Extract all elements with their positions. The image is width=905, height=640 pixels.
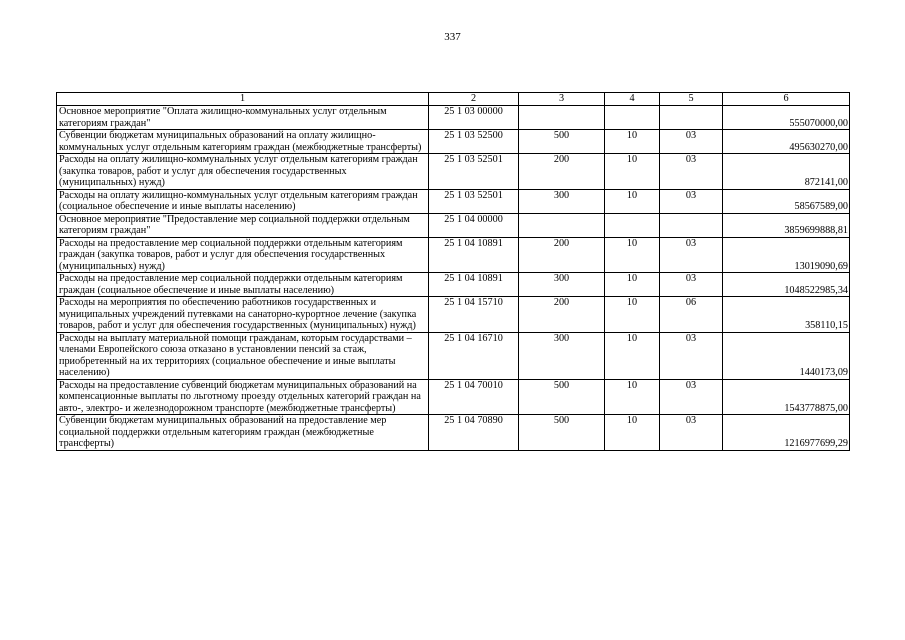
row-code-cell: 25 1 04 00000	[429, 213, 519, 237]
row-amount-cell: 555070000,00	[723, 106, 850, 130]
row-amount-cell: 1048522985,34	[723, 273, 850, 297]
row-name-cell: Субвенции бюджетам муниципальных образований на оплату жилищно-коммунальных услуг отдельным категориям граждан (межбюджетные трансферты)	[57, 130, 429, 154]
row-code-cell: 25 1 03 52500	[429, 130, 519, 154]
row-section-cell: 10	[605, 273, 660, 297]
header-cell-3: 3	[519, 93, 605, 106]
row-amount-cell: 13019090,69	[723, 237, 850, 273]
row-subsection-cell: 03	[660, 379, 723, 415]
row-name-cell: Расходы на предоставление субвенций бюджетам муниципальных образований на компенсационные выплаты по льготному проезду отдельных категорий граждан на авто-, электро- и железнодорожном транспорте (межбюджетные трансферты)	[57, 379, 429, 415]
row-section-cell: 10	[605, 297, 660, 333]
row-section-cell: 10	[605, 154, 660, 190]
row-expense-type-cell: 300	[519, 332, 605, 379]
row-code-cell: 25 1 03 52501	[429, 154, 519, 190]
header-cell-6: 6	[723, 93, 850, 106]
row-subsection-cell: 03	[660, 237, 723, 273]
table-row	[57, 130, 850, 154]
row-expense-type-cell: 200	[519, 297, 605, 333]
header-cell-2: 2	[429, 93, 519, 106]
row-expense-type-cell: 200	[519, 154, 605, 190]
row-amount-cell: 495630270,00	[723, 130, 850, 154]
row-section-cell: 10	[605, 189, 660, 213]
table-row	[57, 189, 850, 213]
header-cell-4: 4	[605, 93, 660, 106]
row-name-cell: Основное мероприятие "Предоставление мер социальной поддержки отдельным категориям граждан"	[57, 213, 429, 237]
row-section-cell: 10	[605, 237, 660, 273]
row-section-cell	[605, 213, 660, 237]
row-code-cell: 25 1 03 00000	[429, 106, 519, 130]
row-expense-type-cell: 500	[519, 415, 605, 451]
row-code-cell: 25 1 04 70010	[429, 379, 519, 415]
row-name-cell: Субвенции бюджетам муниципальных образований на предоставление мер социальной поддержки отдельным категориям граждан (межбюджетные трансферты)	[57, 415, 429, 451]
table-row	[57, 213, 850, 237]
table-row	[57, 106, 850, 130]
row-expense-type-cell: 200	[519, 237, 605, 273]
row-subsection-cell: 03	[660, 415, 723, 451]
row-name-cell: Основное мероприятие "Оплата жилищно-коммунальных услуг отдельным категориям граждан"	[57, 106, 429, 130]
header-row	[57, 93, 850, 106]
row-name-cell: Расходы на мероприятия по обеспечению работников государственных и муниципальных учреждений путевками на санаторно-курортное лечение (закупка товаров, работ и услуг для обеспечения государственных (муниципальных) нужд)	[57, 297, 429, 333]
row-section-cell: 10	[605, 130, 660, 154]
table-row	[57, 415, 850, 451]
row-code-cell: 25 1 04 70890	[429, 415, 519, 451]
row-subsection-cell: 03	[660, 130, 723, 154]
table-row	[57, 154, 850, 190]
row-subsection-cell	[660, 106, 723, 130]
row-subsection-cell	[660, 213, 723, 237]
table-row	[57, 273, 850, 297]
row-amount-cell: 1216977699,29	[723, 415, 850, 451]
row-name-cell: Расходы на предоставление мер социальной поддержки отдельным категориям граждан (социальное обеспечение и иные выплаты населению)	[57, 273, 429, 297]
row-subsection-cell: 03	[660, 273, 723, 297]
header-cell-1: 1	[57, 93, 429, 106]
row-amount-cell: 58567589,00	[723, 189, 850, 213]
row-amount-cell: 3859699888,81	[723, 213, 850, 237]
table-row	[57, 237, 850, 273]
header-cell-5: 5	[660, 93, 723, 106]
row-amount-cell: 1440173,09	[723, 332, 850, 379]
page-number: 337	[444, 31, 461, 43]
row-code-cell: 25 1 04 10891	[429, 273, 519, 297]
table-row	[57, 297, 850, 333]
budget-table-body	[57, 93, 850, 451]
row-code-cell: 25 1 03 52501	[429, 189, 519, 213]
row-amount-cell: 872141,00	[723, 154, 850, 190]
row-name-cell: Расходы на оплату жилищно-коммунальных услуг отдельным категориям граждан (социальное обеспечение и иные выплаты населению)	[57, 189, 429, 213]
row-subsection-cell: 06	[660, 297, 723, 333]
row-section-cell: 10	[605, 415, 660, 451]
row-expense-type-cell: 300	[519, 189, 605, 213]
row-subsection-cell: 03	[660, 189, 723, 213]
row-name-cell: Расходы на выплату материальной помощи гражданам, которым государствами – членами Европейского союза отказано в установлении пенсий за стаж, приобретенный на их территориях (социальное обеспечение и иные выплаты населению)	[57, 332, 429, 379]
row-amount-cell: 1543778875,00	[723, 379, 850, 415]
table-row	[57, 379, 850, 415]
table-row	[57, 332, 850, 379]
row-name-cell: Расходы на предоставление мер социальной поддержки отдельным категориям граждан (закупка товаров, работ и услуг для обеспечения государственных (муниципальных) нужд)	[57, 237, 429, 273]
row-section-cell	[605, 106, 660, 130]
budget-table	[56, 92, 850, 451]
row-expense-type-cell: 300	[519, 273, 605, 297]
row-expense-type-cell	[519, 213, 605, 237]
row-section-cell: 10	[605, 332, 660, 379]
row-expense-type-cell	[519, 106, 605, 130]
row-expense-type-cell: 500	[519, 130, 605, 154]
row-code-cell: 25 1 04 10891	[429, 237, 519, 273]
row-subsection-cell: 03	[660, 332, 723, 379]
row-name-cell: Расходы на оплату жилищно-коммунальных услуг отдельным категориям граждан (закупка товаров, работ и услуг для обеспечения государственных (муниципальных) нужд)	[57, 154, 429, 190]
row-code-cell: 25 1 04 16710	[429, 332, 519, 379]
row-section-cell: 10	[605, 379, 660, 415]
row-amount-cell: 358110,15	[723, 297, 850, 333]
row-code-cell: 25 1 04 15710	[429, 297, 519, 333]
row-expense-type-cell: 500	[519, 379, 605, 415]
row-subsection-cell: 03	[660, 154, 723, 190]
